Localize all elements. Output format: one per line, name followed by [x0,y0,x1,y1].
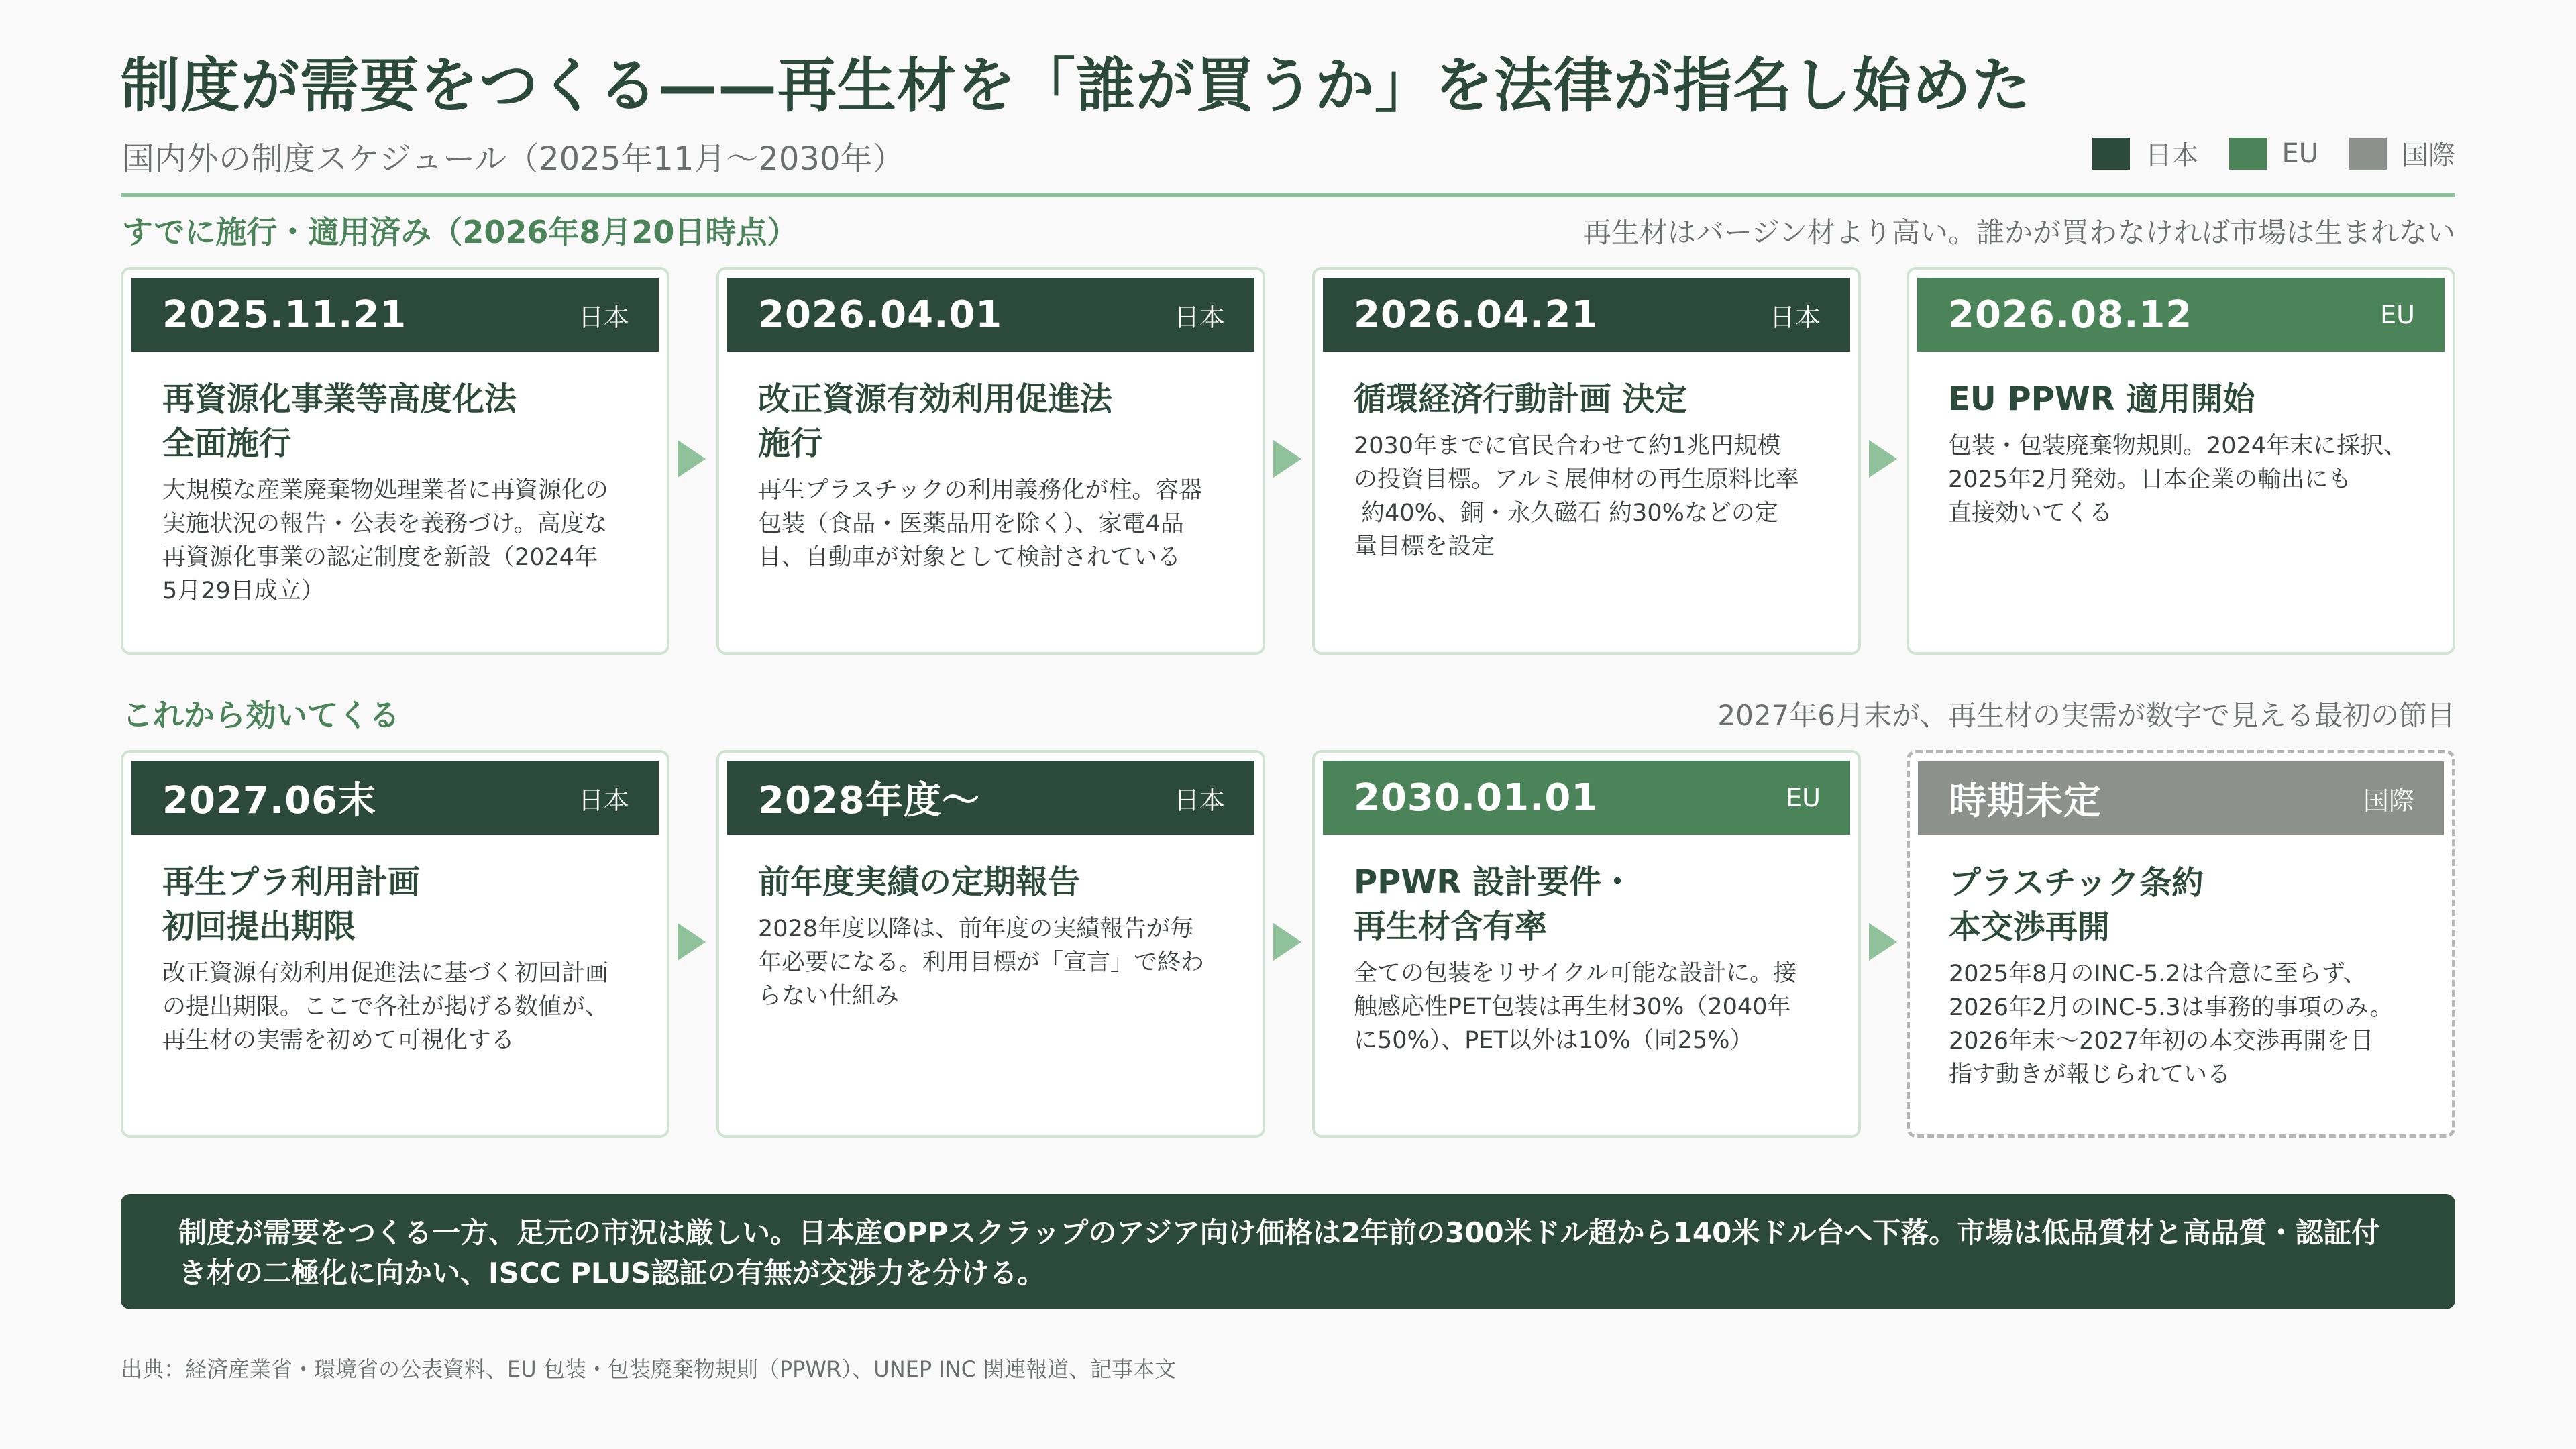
card-text-line: 2026年末〜2027年初の本交渉再開を目 [1949,1028,2374,1055]
card-title-line: 再資源化事業等高度化法 [162,380,517,418]
card-header [131,761,659,835]
card-title [1948,377,2418,421]
card-date: 2030.01.01 [1354,775,1599,820]
card-text-line: 2025年2月発効。日本企業の輸出にも [1948,466,2352,493]
card-date: 2026.04.01 [758,292,1003,337]
timeline-card [121,267,669,655]
card-text-line: 5月29日成立） [162,578,325,604]
card-title [162,860,632,949]
card-title [1949,861,2417,949]
card-title [758,860,1228,904]
card-text-line: 2028年度以降は、前年度の実績報告が毎 [758,916,1194,943]
timeline-card [716,267,1265,655]
legend-item-eu [2229,138,2318,170]
card-title [1354,860,1823,949]
card-text-line: 年必要になる。利用目標が「宣言」で終わ [758,949,1205,976]
card-title-line: 改正資源有効利用促進法 [758,380,1113,418]
card-description [162,957,632,1057]
card-title-line: 再生材含有率 [1354,908,1548,945]
card-header [1917,278,2445,352]
legend-item-international [2349,134,2455,172]
card-description [162,474,632,608]
card-title-line: 施行 [758,425,823,462]
section-note-enacted: 再生材はバージン材より高い。誰かが買わなければ市場は生まれない [1582,216,2455,249]
card-title-line: EU PPWR 適用開始 [1948,380,2255,418]
card-region-badge: EU [2380,300,2415,329]
card-text-line: 再生材の実需を初めて可視化する [162,1027,515,1054]
card-description [1948,429,2418,530]
timeline-card [1907,267,2455,655]
card-text-line: 目、自動車が対象として検討されている [758,544,1181,571]
card-region-badge: 日本 [578,785,629,815]
card-text-line: らない仕組み [758,983,900,1010]
timeline-card [121,750,669,1138]
card-text-line: 2025年8月のINC-5.2は合意に至らず、 [1949,961,2367,987]
page-title: 制度が需要をつくる——再生材を「誰が買うか」を法律が指名し始めた [121,51,2032,120]
card-header [727,761,1254,835]
card-text-line: 指す動きが報じられている [1949,1061,2231,1088]
legend-label: EU [2282,138,2318,169]
card-title-line: PPWR 設計要件・ [1354,863,1633,901]
card-text-line: 2026年2月のINC-5.3は事務的事項のみ。 [1949,994,2394,1021]
timeline-card [1312,267,1861,655]
legend-label: 日本 [2145,140,2199,171]
card-header [1323,761,1850,835]
legend-item-japan [2092,134,2198,172]
arrow-right-icon [678,923,706,961]
card-header [1323,278,1850,352]
card-title-line: 再生プラ利用計画 [162,863,421,901]
card-text-line: 再生プラスチックの利用義務化が柱。容器 [758,477,1203,504]
card-text-line: の投資目標。アルミ展伸材の再生原料比率 [1354,466,1799,493]
timeline-card-tentative [1907,750,2455,1138]
card-text-line: 全ての包装をリサイクル可能な設計に。接 [1354,960,1797,987]
card-text-line: 触感応性PET包装は再生材30%（2040年 [1354,994,1791,1020]
callout-line: き材の二極化に向かい、ISCC PLUS認証の有無が交渉力を分ける。 [178,1256,1046,1289]
card-title-line: 初回提出期限 [162,908,356,945]
arrow-right-icon [1273,440,1301,478]
card-description [1949,957,2417,1091]
title-divider [121,193,2455,197]
card-description [758,474,1228,574]
card-header [1918,761,2444,835]
section-note-upcoming: 2027年6月末が、再生材の実需が数字で見える最初の節目 [1717,699,2455,732]
card-date: 2026.04.21 [1354,292,1599,337]
card-text-line: 大規模な産業廃棄物処理業者に再資源化の [162,477,609,504]
card-text-line: 2030年までに官民合わせて約1兆円規模 [1354,433,1781,460]
callout-line: 制度が需要をつくる一方、足元の市況は厳しい。日本産OPPスクラップのアジア向け価格は2年前の300米ドル超から140米ドル台へ下落。市場は低品質材と高品質・認証付 [178,1216,2380,1249]
card-text-line: 再資源化事業の認定制度を新設（2024年 [162,544,598,571]
card-title-line: 本交渉再開 [1949,908,2110,946]
card-date: 時期未定 [1949,780,2102,823]
card-text-line: 直接効いてくる [1948,500,2113,527]
card-title-line: 全面施行 [162,425,292,462]
card-date: 2025.11.21 [162,292,407,337]
card-date: 2028年度〜 [758,779,980,822]
section-heading-enacted: すでに施行・適用済み（2026年8月20日時点） [122,214,798,250]
card-text-line: 約40%、銅・永久磁石 約30%などの定 [1354,500,1778,527]
card-region-badge: 日本 [1173,785,1225,815]
card-region-badge: 日本 [1173,302,1225,332]
card-header [727,278,1254,352]
card-text-line: 包装（食品・医薬品用を除く）、家電4品 [758,511,1184,537]
card-text-line: の提出期限。ここで各社が掲げる数値が、 [162,994,609,1020]
legend-swatch-international [2349,138,2387,170]
card-region-badge: EU [1786,783,1821,812]
card-text-line: 包装・包装廃棄物規則。2024年末に採択、 [1948,433,2408,460]
card-description [1354,429,1823,564]
card-description [1354,957,1823,1057]
arrow-right-icon [1869,440,1897,478]
arrow-right-icon [1869,923,1897,961]
card-title [1354,377,1823,421]
card-region-badge: 国際 [2363,786,2414,816]
legend-label: 国際 [2402,140,2455,171]
card-text-line: 改正資源有効利用促進法に基づく初回計画 [162,960,609,987]
timeline-card [1312,750,1861,1138]
card-date: 2027.06末 [162,779,377,822]
card-title-line: 循環経済行動計画 決定 [1354,380,1687,418]
section-heading-upcoming: これから効いてくる [122,697,400,733]
card-text-line: 量目標を設定 [1354,533,1495,560]
timeline-card [716,750,1265,1138]
summary-callout [121,1194,2455,1309]
source-note: 出典：経済産業省・環境省の公表資料、EU 包装・包装廃棄物規則（PPWR）、UNEP INC 関連報道、記事本文 [121,1356,1177,1382]
card-region-badge: 日本 [1769,302,1821,332]
card-date: 2026.08.12 [1948,292,2193,337]
legend-swatch-eu [2229,138,2267,170]
card-text-line: 実施状況の報告・公表を義務づけ。高度な [162,511,608,537]
legend [2092,134,2455,172]
card-title [758,377,1228,466]
card-text-line: に50%）、PET以外は10%（同25%） [1354,1027,1754,1054]
legend-swatch-japan [2092,138,2130,170]
card-header [131,278,659,352]
arrow-right-icon [678,440,706,478]
card-title [162,377,632,466]
arrow-right-icon [1273,923,1301,961]
card-region-badge: 日本 [578,302,629,332]
page-subtitle: 国内外の制度スケジュール（2025年11月〜2030年） [122,140,905,178]
card-title-line: プラスチック条約 [1949,864,2204,902]
card-title-line: 前年度実績の定期報告 [758,863,1081,901]
card-description [758,912,1228,1013]
